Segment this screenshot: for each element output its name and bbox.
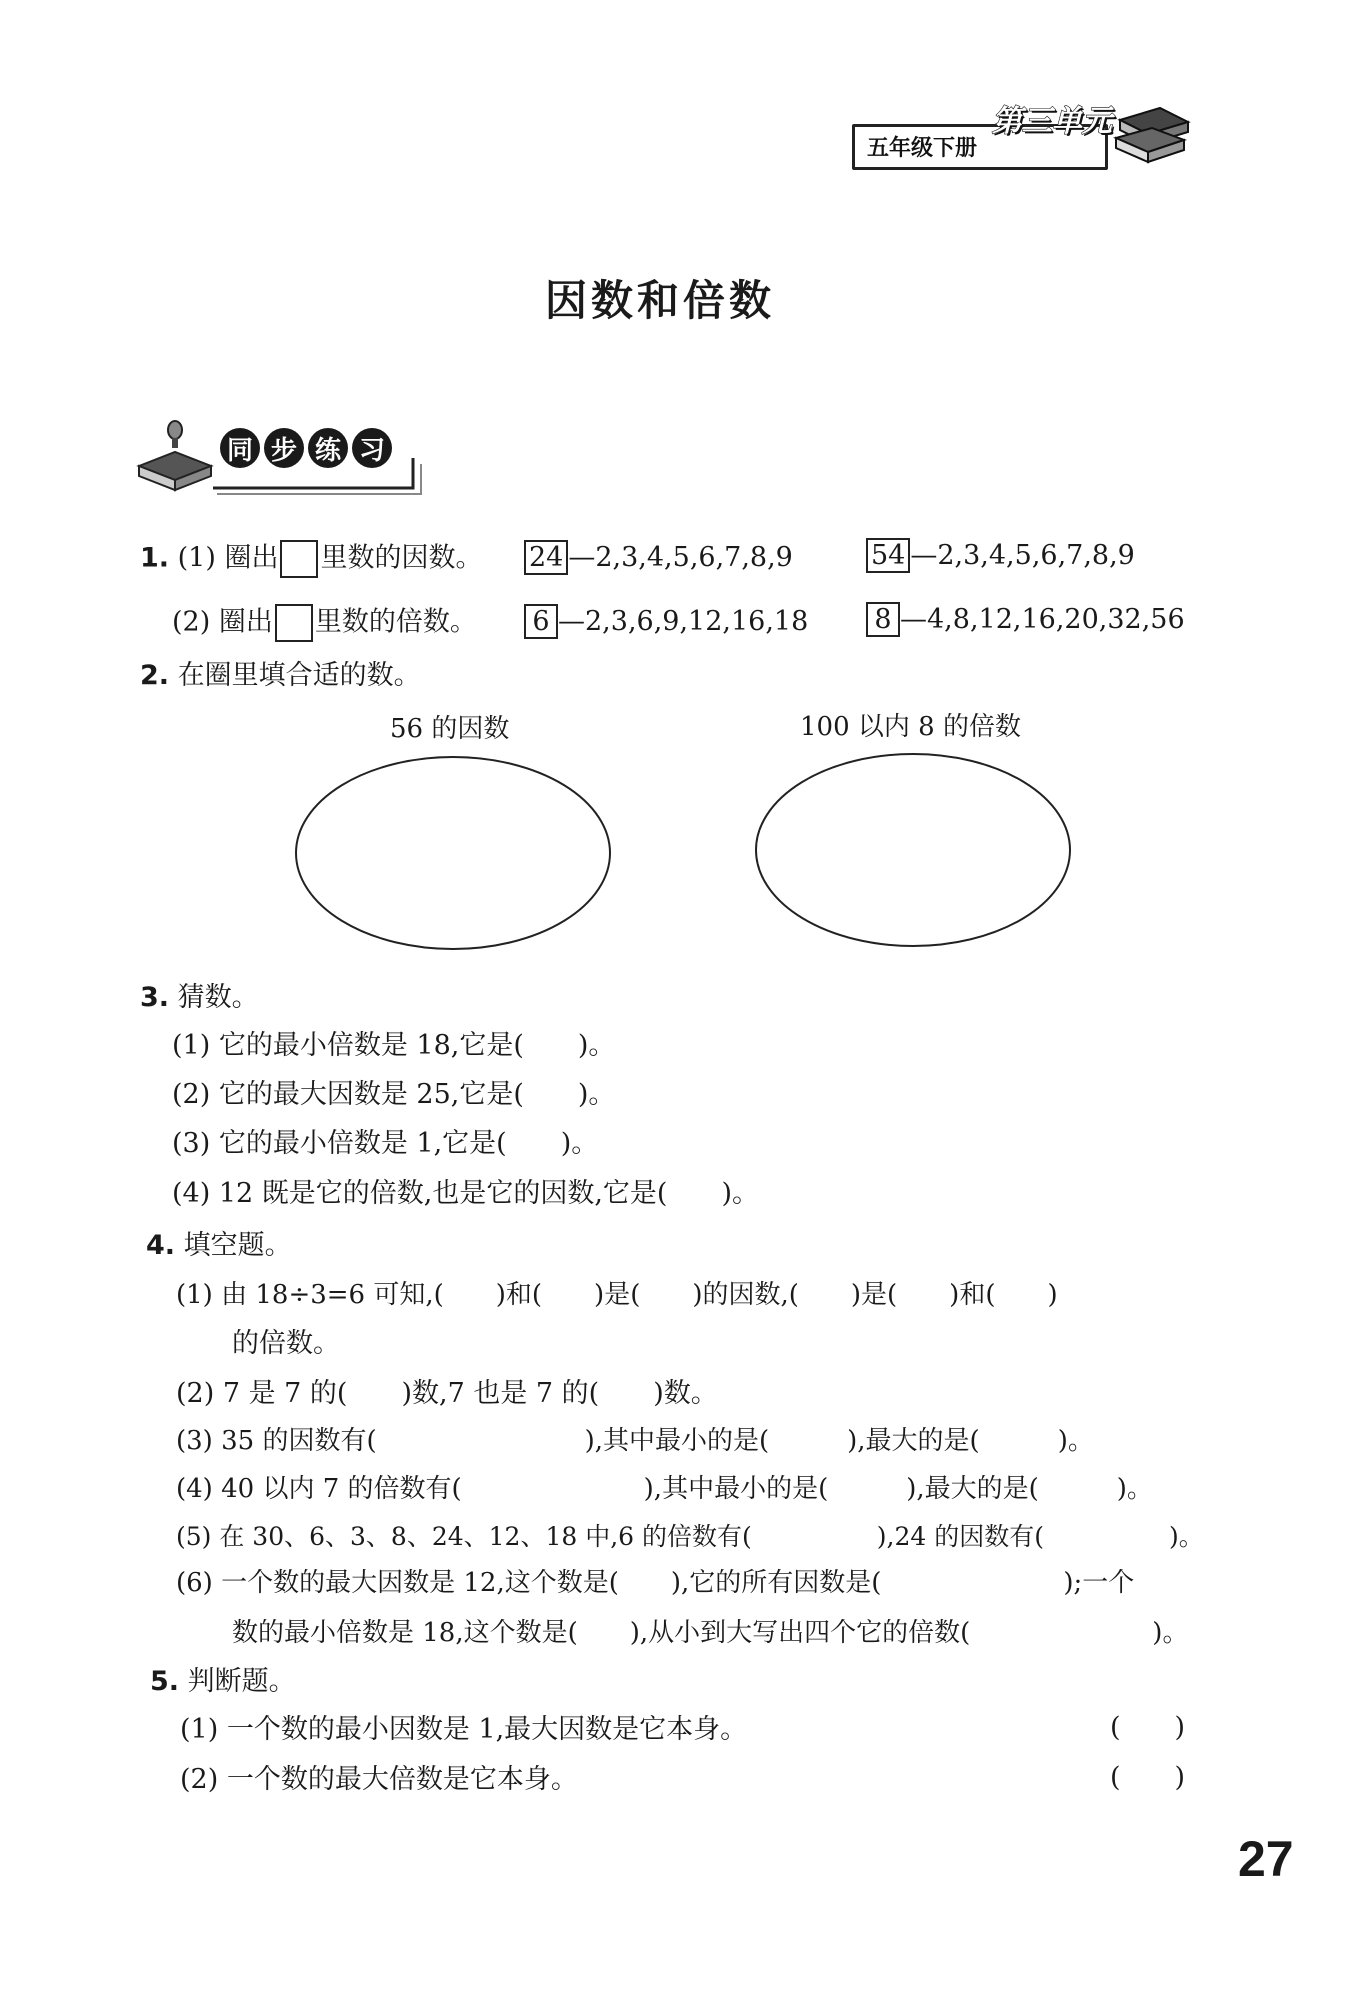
badge-3: 练 bbox=[308, 428, 348, 468]
q1-p2-a-box: 6 bbox=[524, 604, 558, 639]
page-title: 因数和倍数 bbox=[544, 276, 775, 325]
q3-item-1: (1) 它的最小倍数是 18,它是( )。 bbox=[172, 1030, 616, 1061]
q1-p1-b bbox=[866, 538, 1135, 573]
q1-p1-b-box: 54 bbox=[866, 538, 910, 573]
q4-text: 填空题。 bbox=[183, 1230, 292, 1261]
q4-item-1b: 的倍数。 bbox=[232, 1328, 340, 1359]
q1-p2-b bbox=[866, 602, 1185, 637]
q5-item-1: (1) 一个数的最小因数是 1,最大因数是它本身。 bbox=[180, 1714, 748, 1745]
q4-item-3: (3) 35 的因数有( ),其中最小的是( ),最大的是( )。 bbox=[176, 1426, 1094, 1456]
q3-heading bbox=[140, 984, 259, 1011]
q2-right-label: 100 以内 8 的倍数 bbox=[800, 712, 1021, 742]
page-number: 27 bbox=[1238, 1831, 1294, 1887]
q2-text: 在圈里填合适的数。 bbox=[177, 660, 421, 691]
q1-p1-a-box: 24 bbox=[524, 540, 568, 575]
section-badges bbox=[220, 428, 392, 468]
q1-part1 bbox=[140, 540, 482, 578]
q1-p1-label: (1) 圈出 bbox=[177, 542, 279, 574]
q4-item-4: (4) 40 以内 7 的倍数有( ),其中最小的是( ),最大的是( )。 bbox=[176, 1474, 1153, 1504]
blank-box bbox=[280, 540, 318, 578]
factors-ellipse[interactable] bbox=[288, 752, 618, 962]
grade-label: 五年级下册 bbox=[867, 136, 978, 161]
q4-item-6a: (6) 一个数的最大因数是 12,这个数是( ),它的所有因数是( );一个 bbox=[176, 1568, 1135, 1598]
q1-p1-suffix: 里数的因数。 bbox=[320, 542, 483, 574]
q5-number: 5. bbox=[150, 1666, 180, 1697]
unit-label: 第三单元 bbox=[992, 104, 1112, 139]
q1-p2-suffix: 里数的倍数。 bbox=[314, 606, 477, 638]
q1-p1-a bbox=[524, 540, 793, 575]
q4-item-2: (2) 7 是 7 的( )数,7 也是 7 的( )数。 bbox=[176, 1378, 718, 1409]
q1-p2-a bbox=[524, 604, 808, 639]
q3-text: 猜数。 bbox=[177, 982, 259, 1013]
q1-part2 bbox=[172, 604, 477, 642]
blank-box bbox=[275, 604, 313, 642]
q3-item-2: (2) 它的最大因数是 25,它是( )。 bbox=[172, 1079, 616, 1110]
q1-number: 1. bbox=[140, 542, 170, 574]
q5-answer-1[interactable]: ( ) bbox=[1110, 1712, 1186, 1743]
q5-item-2: (2) 一个数的最大倍数是它本身。 bbox=[180, 1764, 578, 1795]
q2-left-label: 56 的因数 bbox=[390, 714, 510, 744]
q1-p1-a-list: —2,3,4,5,6,7,8,9 bbox=[568, 542, 793, 573]
multiples-ellipse[interactable] bbox=[748, 748, 1078, 956]
q1-p2-a-list: —2,3,6,9,12,16,18 bbox=[558, 606, 809, 637]
badge-2: 步 bbox=[264, 428, 304, 468]
q2-heading bbox=[140, 662, 421, 689]
q1-p2-b-list: —4,8,12,16,20,32,56 bbox=[900, 604, 1185, 635]
lamp-books-icon bbox=[135, 418, 215, 498]
badge-4: 习 bbox=[352, 428, 392, 468]
q3-item-3: (3) 它的最小倍数是 1,它是( )。 bbox=[172, 1128, 599, 1159]
q1-p1-b-list: —2,3,4,5,6,7,8,9 bbox=[910, 540, 1135, 571]
unit-header bbox=[852, 96, 1192, 176]
q4-item-6b: 数的最小倍数是 18,这个数是( ),从小到大写出四个它的倍数( )。 bbox=[232, 1618, 1189, 1648]
q4-heading bbox=[146, 1232, 292, 1259]
q4-number: 4. bbox=[146, 1230, 176, 1261]
section-banner bbox=[135, 418, 425, 498]
q5-text: 判断题。 bbox=[187, 1666, 296, 1697]
books-icon bbox=[1112, 100, 1192, 170]
q4-item-1a: (1) 由 18÷3=6 可知,( )和( )是( )的因数,( )是( )和( ) bbox=[176, 1280, 1058, 1310]
q1-p2-b-box: 8 bbox=[866, 602, 900, 637]
q4-item-5: (5) 在 30、6、3、8、24、12、18 中,6 的倍数有( ),24 的因数有( )。 bbox=[176, 1522, 1204, 1551]
q3-number: 3. bbox=[140, 982, 170, 1013]
q5-heading bbox=[150, 1668, 296, 1695]
badge-1: 同 bbox=[220, 428, 260, 468]
q3-item-4: (4) 12 既是它的倍数,也是它的因数,它是( )。 bbox=[172, 1178, 759, 1209]
q1-p2-label: (2) 圈出 bbox=[172, 606, 273, 638]
q5-answer-2[interactable]: ( ) bbox=[1110, 1762, 1186, 1793]
q2-number: 2. bbox=[140, 660, 170, 691]
